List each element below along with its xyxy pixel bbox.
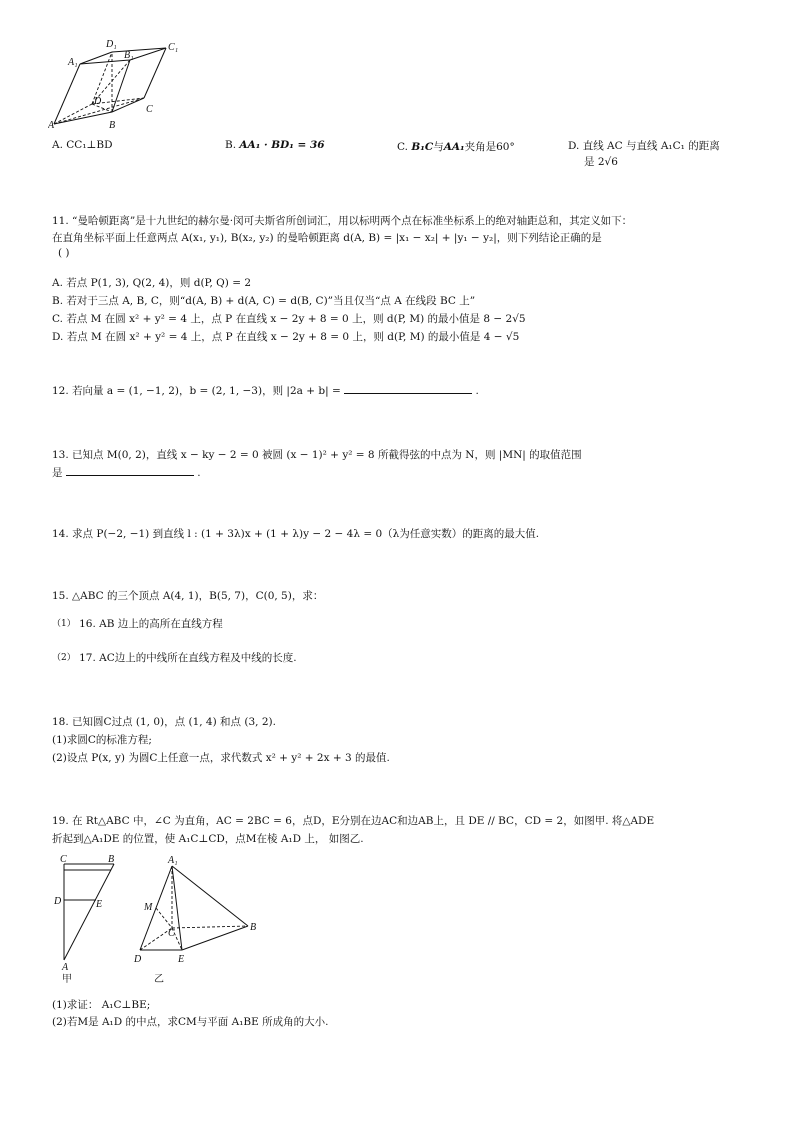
q14-stem: 14. 求点 P(−2, −1) 到直线 l : (1 + 3λ)x + (1 + λ)y − 2 − 4λ = 0（λ为任意实数）的距离的最大值. [52, 528, 540, 540]
parallelepiped-figure [48, 38, 198, 138]
q10-option-d-line2: 是 2√6 [584, 156, 618, 168]
vertex-label-c: C [60, 854, 67, 865]
vertex-label-b: B [109, 120, 116, 131]
vertex-label-a1: A₁ [168, 855, 178, 866]
vertex-label-a1: A₁ [68, 57, 78, 68]
q10-option-a: A. CC₁⊥BD [52, 139, 113, 151]
q12-stem: 12. 若向量 a = (1, −1, 2)，b = (2, 1, −3)，则 |2a + b| = . [52, 385, 479, 397]
vertex-label-b: B [250, 922, 257, 933]
figure-jia [54, 852, 124, 988]
q15-stem: 15. △ABC 的三个顶点 A(4, 1)，B(5, 7)，C(0, 5)，求： [52, 590, 324, 602]
vertex-label-e: E [96, 899, 103, 910]
q18-sub2: (2)设点 P(x, y) 为圆C上任意一点，求代数式 x² + y² + 2x + 3 的最值. [52, 752, 390, 764]
q13-stem-line1: 13. 已知点 M(0, 2)，直线 x − ky − 2 = 0 被圆 (x − 1)² + y² = 8 所截得弦的中点为 N，则 |MN| 的取值范围 [52, 449, 582, 461]
q10-option-d-line1: D. 直线 AC 与直线 A₁C₁ 的距离 [568, 140, 720, 152]
q19-sub2: (2)若M是 A₁D 的中点，求CM与平面 A₁BE 所成角的大小. [52, 1016, 329, 1028]
q11-option-b: B. 若对于三点 A, B, C，则“d(A, B) + d(A, C) = d(B, C)”当且仅当“点 A 在线段 BC 上” [52, 295, 476, 307]
vertex-label-d1: D₁ [106, 39, 117, 50]
vertex-label-a: A [48, 120, 55, 131]
vertex-label-m: M [144, 902, 153, 913]
q11-option-c: C. 若点 M 在圆 x² + y² = 4 上，点 P 在直线 x − 2y + 8 = 0 上，则 d(P, M) 的最小值是 8 − 2√5 [52, 313, 526, 325]
q11-option-a: A. 若点 P(1, 3), Q(2, 4)，则 d(P, Q) = 2 [52, 277, 252, 289]
vertex-label-a: A [62, 962, 69, 973]
vertex-label-c1: C₁ [168, 42, 179, 53]
q13-stem-line2: 是 . [52, 467, 201, 479]
q18-stem: 18. 已知圆C过点 (1, 0)，点 (1, 4) 和点 (3, 2). [52, 716, 276, 728]
q12-answer-blank[interactable] [344, 383, 472, 394]
vertex-label-d: D [134, 954, 142, 965]
q19-stem-line2: 折起到△A₁DE 的位置，使 A₁C⊥CD，点M在棱 A₁D 上， 如图乙. [52, 833, 364, 845]
q10-option-b: B. AA₁ · BD₁ = 36 [225, 139, 325, 151]
q11-stem-line1: 11. “曼哈顿距离”是十九世纪的赫尔曼·闵可夫斯省所创词汇，用以标明两个点在标准坐标系上的绝对轴距总和，其定义如下： [52, 215, 633, 227]
q13-answer-blank[interactable] [66, 465, 194, 476]
vertex-label-e: E [178, 954, 185, 965]
vertex-label-c: C [168, 928, 175, 939]
vertex-label-b: B [108, 854, 115, 865]
q11-stem-line2: 在直角坐标平面上任意两点 A(x₁, y₁), B(x₂, y₂) 的曼哈顿距离 d(A, B) = |x₁ − x₂| + |y₁ − y₂|，则下列结论正确的是 [52, 232, 602, 244]
q19-sub1: (1)求证： A₁C⊥BE; [52, 999, 151, 1011]
vertex-label-d: D [54, 896, 62, 907]
q10-option-c: C. B₁C与AA₁夹角是60° [397, 141, 515, 153]
figure-caption-jia: 甲 [62, 974, 72, 985]
vertex-label-b1: B₁ [124, 50, 134, 61]
figure-yi [130, 852, 265, 988]
vertex-label-c: C [146, 104, 153, 115]
q19-stem-line1: 19. 在 Rt△ABC 中，∠C 为直角，AC = 2BC = 6，点D，E分别在边AC和边AB上，且 DE // BC，CD = 2，如图甲. 将△ADE [52, 815, 655, 827]
q11-answer-paren: ( ) [58, 247, 70, 259]
q18-sub1: (1)求圆C的标准方程; [52, 734, 152, 746]
figure-caption-yi: 乙 [154, 974, 164, 985]
vertex-label-d: D [94, 96, 102, 107]
q15-sub1: （1） 16. AB 边上的高所在直线方程 [52, 618, 223, 630]
q15-sub2: （2） 17. AC边上的中线所在直线方程及中线的长度. [52, 652, 297, 664]
q11-option-d: D. 若点 M 在圆 x² + y² = 4 上，点 P 在直线 x − 2y + 8 = 0 上，则 d(P, M) 的最小值是 4 − √5 [52, 331, 520, 343]
